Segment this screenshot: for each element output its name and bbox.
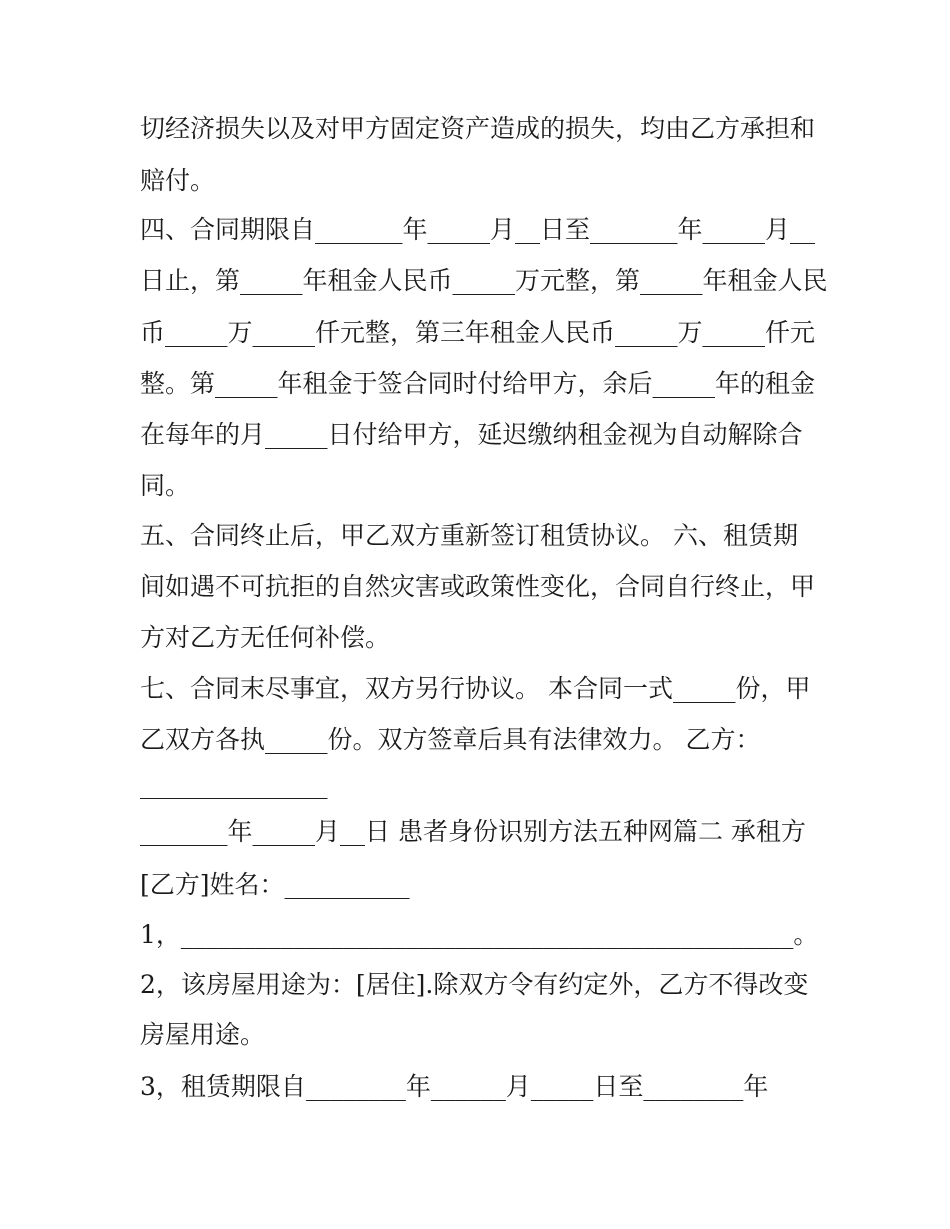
paragraph-line: 1，_________________________________________________。: [140, 920, 819, 949]
paragraph-line: 同。: [140, 471, 191, 500]
paragraph-line: 间如遇不可抗拒的自然灾害或政策性变化，合同自行终止，甲: [140, 572, 816, 601]
paragraph-line: 赔付。: [140, 166, 216, 195]
paragraph-line: 五、合同终止后，甲乙双方重新签订租赁协议。 六、租赁期: [140, 521, 798, 550]
paragraph-line: 方对乙方无任何补偿。: [140, 623, 391, 652]
paragraph-line: 房屋用途。: [140, 1020, 266, 1049]
paragraph-line: 3，租赁期限自________年______月_____日至________年: [140, 1072, 769, 1101]
paragraph-line: 切经济损失以及对甲方固定资产造成的损失，均由乙方承担和: [140, 114, 816, 143]
paragraph-line: 乙双方各执_____份。双方签章后具有法律效力。 乙方：: [140, 725, 761, 754]
paragraph-line: _______年_____月__日 患者身份识别方法五种网篇二 承租方: [140, 817, 806, 846]
paragraph-line: 七、合同末尽事宜，双方另行协议。 本合同一式_____份，甲: [140, 674, 811, 703]
paragraph-line: 在每年的月_____日付给甲方，延迟缴纳租金视为自动解除合: [140, 420, 803, 449]
paragraph-line: 2，该房屋用途为：[居住].除双方令有约定外，乙方不得改变: [140, 970, 809, 999]
paragraph-line: 整。第_____年租金于签合同时付给甲方，余后_____年的租金: [140, 369, 816, 398]
paragraph-line: 日止，第_____年租金人民币_____万元整，第_____年租金人民: [140, 266, 828, 295]
paragraph-line: [乙方]姓名：__________: [140, 870, 410, 899]
paragraph-line: 四、合同期限自_______年_____月__日至_______年_____月__: [140, 215, 816, 244]
paragraph-line: 币_____万_____仟元整，第三年租金人民币_____万_____仟元: [140, 318, 816, 347]
signature-blank: _______________: [140, 770, 328, 799]
